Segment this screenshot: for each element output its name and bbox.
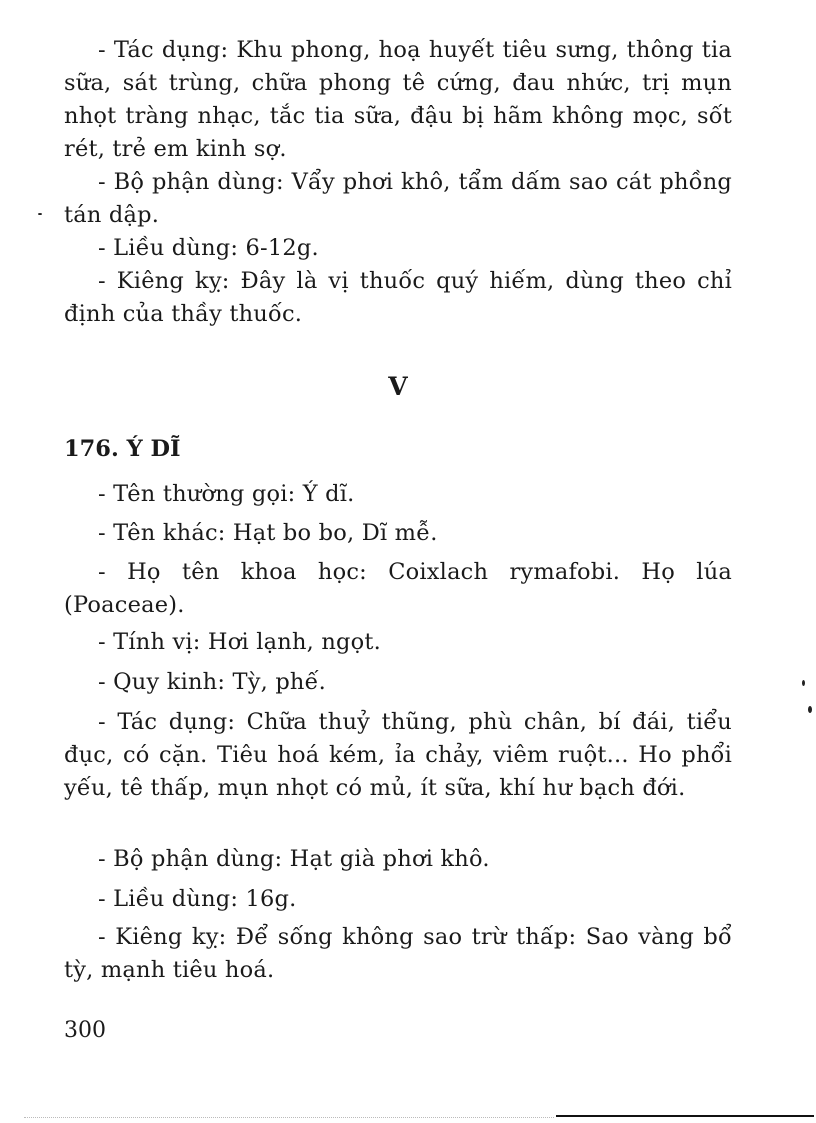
ten-khac-paragraph: - Tên khác: Hạt bo bo, Dĩ mễ. [98,520,438,546]
bottom-rule [556,1115,814,1117]
scan-speck [38,213,42,215]
kieng-ky-paragraph: - Kiêng kỵ: Để sống không sao trừ thấp: Sao vàng bổ tỳ, mạnh tiêu hoá. [64,924,732,983]
prev-tac-dung-paragraph: - Tác dụng: Khu phong, hoạ huyết tiêu sưng, thông tia sữa, sát trùng, chữa phong tê cứng, đau nhức, trị mụn nhọt tràng nhạc, tắc tia sữa, đậu bị hãm không mọc, sốt rét, trẻ em kinh sợ. [64,37,732,162]
tinh-vi-paragraph: - Tính vị: Hơi lạnh, ngọt. [98,629,381,655]
scan-speck [808,706,812,713]
ho-ten-khoa-hoc-paragraph: - Họ tên khoa học: Coixlach rymafobi. Họ lúa (Poaceae). [64,559,732,618]
quy-kinh-paragraph: - Quy kinh: Tỳ, phế. [98,669,327,695]
prev-bo-phan-paragraph: - Bộ phận dùng: Vẩy phơi khô, tẩm dấm sao cát phồng tán dập. [64,169,732,228]
lieu-dung-paragraph: - Liều dùng: 16g. [98,886,297,912]
prev-kieng-ky-paragraph: - Kiêng kỵ: Đây là vị thuốc quý hiếm, dùng theo chỉ định của thầy thuốc. [64,268,732,327]
prev-lieu-dung-paragraph: - Liều dùng: 6-12g. [98,235,319,261]
scan-speck [802,680,805,686]
bo-phan-dung-paragraph: - Bộ phận dùng: Hạt già phơi khô. [98,846,490,872]
section-letter-heading: V [388,372,408,401]
ten-thuong-goi-paragraph: - Tên thường gọi: Ý dĩ. [98,481,355,507]
entry-title: 176. Ý DĨ [64,436,181,462]
page-number: 300 [64,1018,106,1043]
scan-edge-dots [24,1117,554,1119]
tac-dung-paragraph: - Tác dụng: Chữa thuỷ thũng, phù chân, bí đái, tiểu đục, có cặn. Tiêu hoá kém, ỉa chảy, viêm ruột... Ho phổi yếu, tê thấp, mụn nhọt có mủ, ít sữa, khí hư bạch đới. [64,709,732,801]
